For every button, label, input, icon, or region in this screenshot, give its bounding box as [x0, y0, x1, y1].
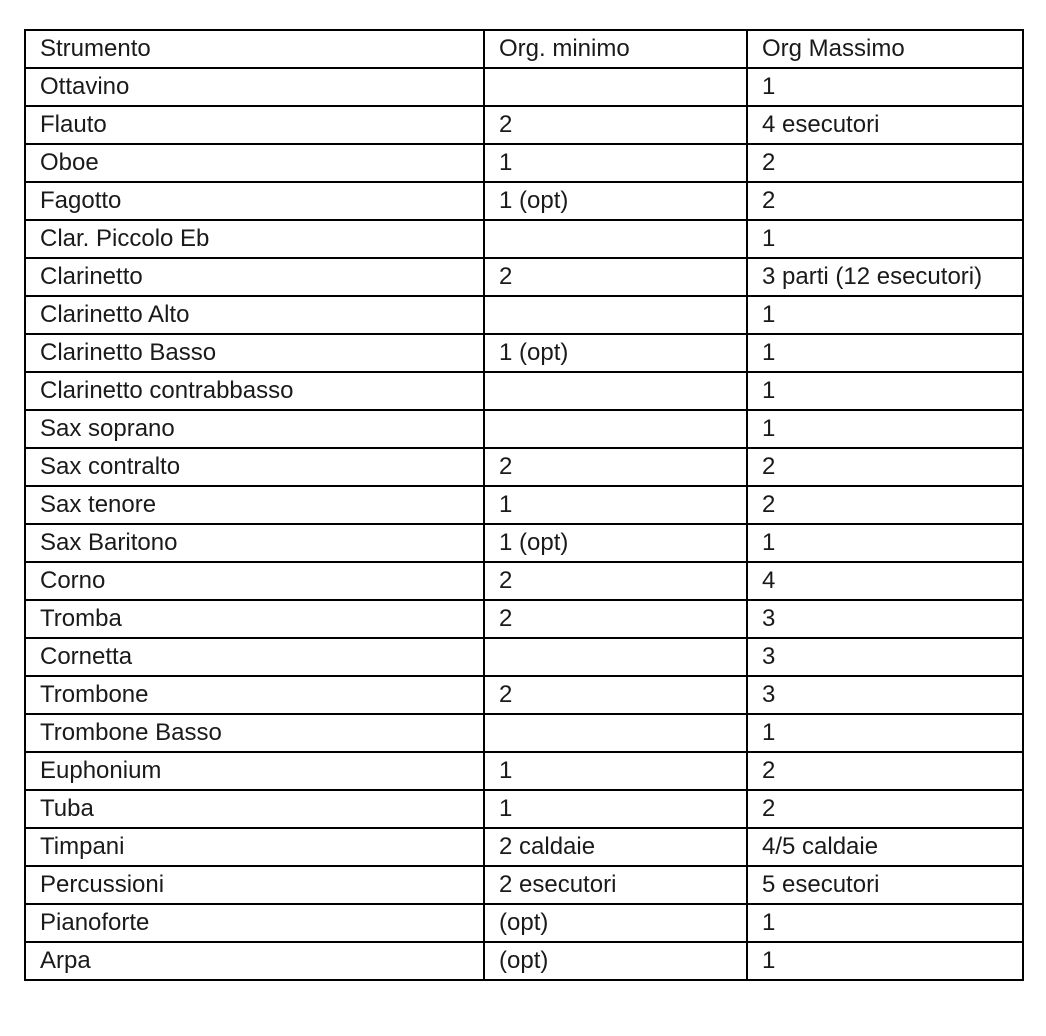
table-row — [25, 752, 1023, 790]
table-cell: (opt) — [484, 904, 747, 942]
table-cell: Euphonium — [25, 752, 484, 790]
table-cell: 3 — [747, 600, 1023, 638]
table-cell: 1 — [484, 486, 747, 524]
table-row — [25, 296, 1023, 334]
table-cell: 1 (opt) — [484, 524, 747, 562]
table-cell — [484, 410, 747, 448]
table-row — [25, 144, 1023, 182]
table-cell: Clarinetto Basso — [25, 334, 484, 372]
table-cell: Tromba — [25, 600, 484, 638]
table-cell: 3 — [747, 676, 1023, 714]
table-cell: 1 — [747, 714, 1023, 752]
table-cell: 2 caldaie — [484, 828, 747, 866]
table-cell — [484, 68, 747, 106]
table-cell: 3 parti (12 esecutori) — [747, 258, 1023, 296]
table-cell — [484, 296, 747, 334]
table-cell: Clar. Piccolo Eb — [25, 220, 484, 258]
table-cell: Clarinetto — [25, 258, 484, 296]
table-cell — [484, 372, 747, 410]
table-cell: Ottavino — [25, 68, 484, 106]
table-cell: Oboe — [25, 144, 484, 182]
table-cell: Arpa — [25, 942, 484, 980]
table-row — [25, 524, 1023, 562]
table-cell: 1 — [747, 524, 1023, 562]
table-header-row — [25, 30, 1023, 68]
table-cell: 1 (opt) — [484, 334, 747, 372]
table-row — [25, 866, 1023, 904]
table-cell: 1 — [747, 410, 1023, 448]
table-row — [25, 828, 1023, 866]
table-cell: Percussioni — [25, 866, 484, 904]
table-cell: 1 — [747, 296, 1023, 334]
table-row — [25, 942, 1023, 980]
table-row — [25, 258, 1023, 296]
table-cell: 2 — [484, 600, 747, 638]
table-row — [25, 182, 1023, 220]
table-cell: 4 esecutori — [747, 106, 1023, 144]
table-row — [25, 410, 1023, 448]
instrumentation-table — [24, 29, 1024, 981]
table-row — [25, 334, 1023, 372]
table-row — [25, 220, 1023, 258]
table-cell: 1 — [747, 942, 1023, 980]
table-cell: 1 — [747, 904, 1023, 942]
table-cell: 5 esecutori — [747, 866, 1023, 904]
table-cell: 2 — [747, 448, 1023, 486]
table-cell: Clarinetto contrabbasso — [25, 372, 484, 410]
table-row — [25, 638, 1023, 676]
table-cell: Clarinetto Alto — [25, 296, 484, 334]
table-cell: Pianoforte — [25, 904, 484, 942]
table-cell: Sax tenore — [25, 486, 484, 524]
table-cell: (opt) — [484, 942, 747, 980]
table-row — [25, 904, 1023, 942]
table-cell: 1 — [484, 752, 747, 790]
table-cell: 2 — [484, 676, 747, 714]
table-cell: Trombone — [25, 676, 484, 714]
table-row — [25, 448, 1023, 486]
table-row — [25, 714, 1023, 752]
table-cell: Corno — [25, 562, 484, 600]
table-cell: 1 — [484, 144, 747, 182]
table-cell: 2 — [484, 562, 747, 600]
table-cell: 1 — [747, 68, 1023, 106]
table-cell: Sax soprano — [25, 410, 484, 448]
table-cell: 2 — [747, 182, 1023, 220]
table-cell: 2 — [484, 258, 747, 296]
table-cell: 2 — [484, 106, 747, 144]
table-cell: 2 — [747, 790, 1023, 828]
table-cell: Tuba — [25, 790, 484, 828]
table-cell: Trombone Basso — [25, 714, 484, 752]
table-row — [25, 106, 1023, 144]
table-cell: Flauto — [25, 106, 484, 144]
header-cell-strumento: Strumento — [25, 30, 484, 68]
table-cell: 2 — [747, 752, 1023, 790]
header-cell-org-massimo: Org Massimo — [747, 30, 1023, 68]
table-row — [25, 676, 1023, 714]
table-cell: 2 esecutori — [484, 866, 747, 904]
table-cell — [484, 714, 747, 752]
table-cell: 1 — [747, 372, 1023, 410]
table-cell: 4 — [747, 562, 1023, 600]
table-cell: 1 — [747, 334, 1023, 372]
table-row — [25, 600, 1023, 638]
table-row — [25, 68, 1023, 106]
table-cell: 2 — [747, 144, 1023, 182]
table-cell: Fagotto — [25, 182, 484, 220]
table-cell: 4/5 caldaie — [747, 828, 1023, 866]
table-cell: 2 — [484, 448, 747, 486]
table-cell: 3 — [747, 638, 1023, 676]
header-cell-org-minimo: Org. minimo — [484, 30, 747, 68]
table-cell: Sax contralto — [25, 448, 484, 486]
table-row — [25, 562, 1023, 600]
table-row — [25, 372, 1023, 410]
table-cell — [484, 220, 747, 258]
table-cell: 2 — [747, 486, 1023, 524]
table-cell: 1 — [484, 790, 747, 828]
table-cell: Timpani — [25, 828, 484, 866]
table-row — [25, 486, 1023, 524]
table-cell: Sax Baritono — [25, 524, 484, 562]
table-cell: Cornetta — [25, 638, 484, 676]
table-cell — [484, 638, 747, 676]
table-row — [25, 790, 1023, 828]
table-cell: 1 — [747, 220, 1023, 258]
table-cell: 1 (opt) — [484, 182, 747, 220]
